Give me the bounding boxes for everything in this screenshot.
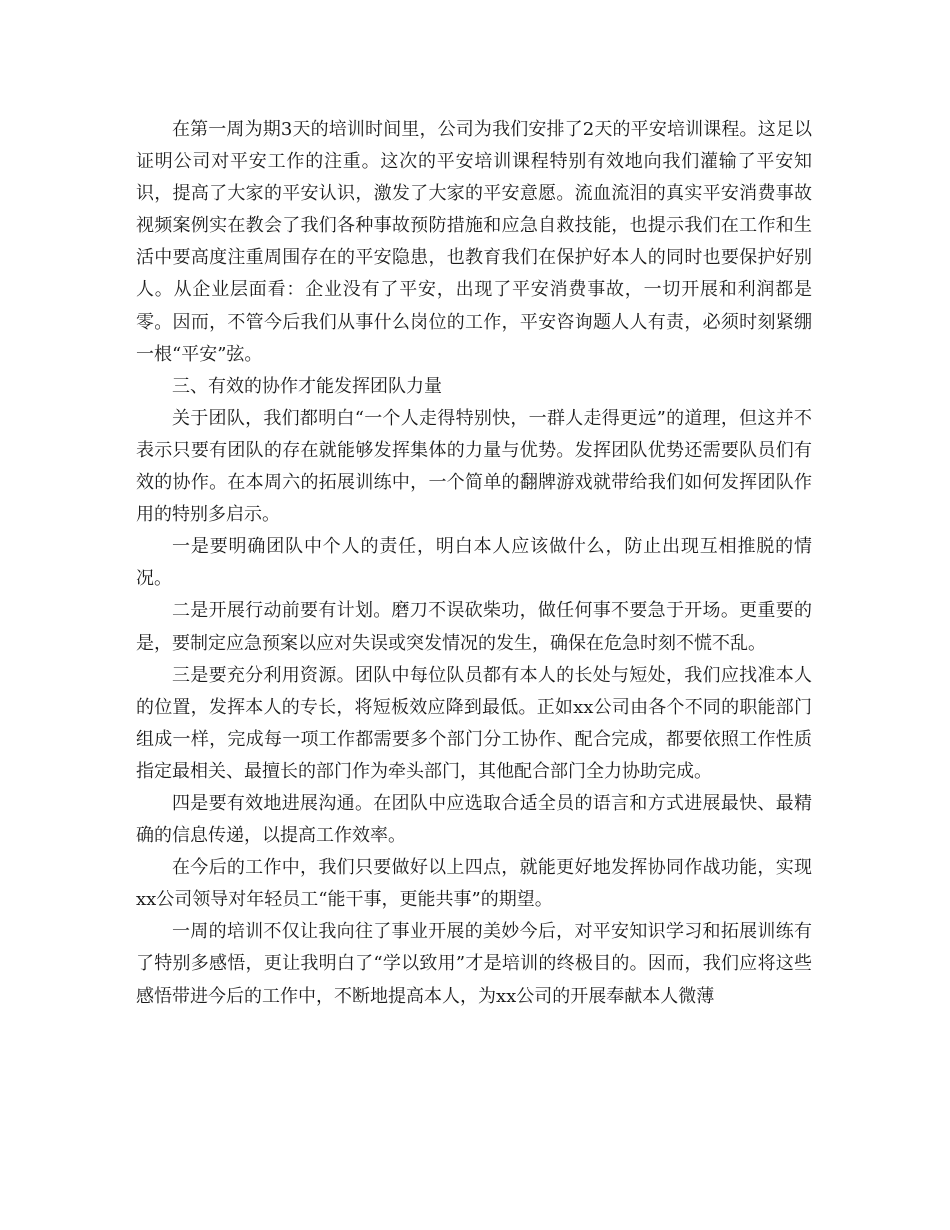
paragraph-point-three: 三是要充分利用资源。团队中每位队员都有本人的长处与短处，我们应找准本人的位置，发挥本人的专长，将短板效应降到最低。正如xx公司由各个不同的职能部门组成一样，完成每一项工作都需要多个部门分工协作、配合完成，都要依照工作性质指定最相关、最擅长的部门作为牵头部门，其他配合部门全力协助完成。: [136, 664, 812, 782]
paragraph-about-team: 关于团队，我们都明白“一个人走得特别快，一群人走得更远”的道理，但这并不表示只要有团队的存在就能够发挥集体的力量与优势。发挥团队优势还需要队员们有效的协作。在本周六的拓展训练中，一个简单的翻牌游戏就带给我们如何发挥团队作用的特别多启示。: [136, 407, 812, 526]
paragraph-point-four: 四是要有效地进展沟通。在团队中应选取合适全员的语言和方式进展最快、最精确的信息传递，以提高工作效率。: [136, 792, 812, 847]
section-heading-teamwork: 三、有效的协作才能发挥团队力量: [172, 375, 442, 397]
document-body: [136, 114, 812, 1013]
paragraph-point-two: 二是开展行动前要有计划。磨刀不误砍柴功，做任何事不要急于开场。更重要的是，要制定应急预案以应对失误或突发情况的发生，确保在危急时刻不慌不乱。: [136, 600, 812, 654]
paragraph-future-work: 在今后的工作中，我们只要做好以上四点，就能更好地发挥协同作战功能，实现xx公司领导对年轻员工“能干事，更能共事”的期望。: [136, 857, 812, 911]
paragraph-safety-training: 在第一周为期3天的培训时间里，公司为我们安排了2天的平安培训课程。这足以证明公司对平安工作的注重。这次的平安培训课程特别有效地向我们灌输了平安知识，提高了大家的平安认识，激发了大家的平安意愿。流血流泪的真实平安消费事故视频案例实在教会了我们各种事故预防措施和应急自救技能，也提示我们在工作和生活中要高度注重周围存在的平安隐患，也教育我们在保护好本人的同时也要保护好别人。从企业层面看：企业没有了平安，出现了平安消费事故，一切开展和利润都是零。因而，不管今后我们从事什么岗位的工作，平安咨询题人人有责，必须时刻紧绷一根“平安”弦。: [136, 119, 812, 365]
paragraph-conclusion: 一周的培训不仅让我向往了事业开展的美妙今后，对平安知识学习和拓展训练有了特别多感悟，更让我明白了“学以致用”才是培训的终极目的。因而，我们应将这些感悟带进今后的工作中，不断地提高本人，为xx公司的开展奉献本人微薄: [136, 921, 812, 1007]
paragraph-point-one: 一是要明确团队中个人的责任，明白本人应该做什么，防止出现互相推脱的情况。: [136, 536, 812, 590]
